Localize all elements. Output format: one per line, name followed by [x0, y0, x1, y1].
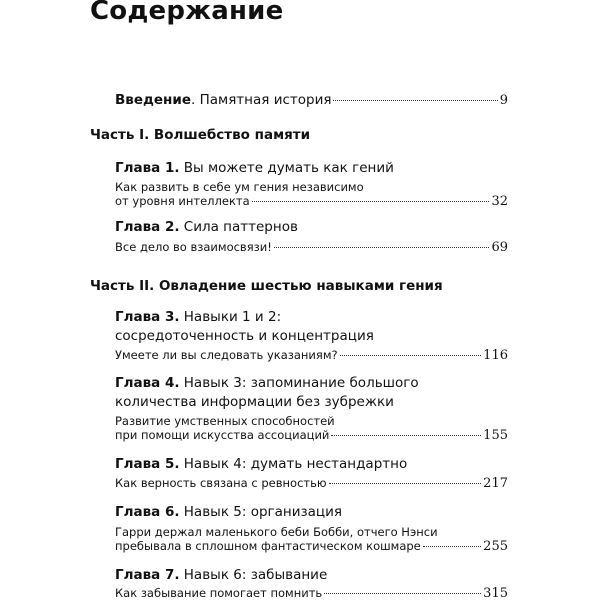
chapter-title: Навык 3: запоминание большого — [179, 375, 419, 391]
chapter-subtitle: при помощи искусства ассоциаций — [115, 428, 330, 442]
chapter-subtitle-line — [115, 428, 508, 443]
leader-dots — [423, 546, 481, 547]
page-number: 69 — [491, 240, 508, 255]
leader-dots — [340, 355, 482, 356]
leader-dots — [274, 247, 490, 248]
chapter-subtitle-line — [115, 539, 508, 554]
chapter-title: Вы можете думать как гений — [179, 160, 394, 176]
chapter-subtitle-line — [115, 586, 508, 601]
chapter-subtitle: Умеете ли вы следовать указаниям? — [115, 348, 338, 362]
toc-entry-chapter-3[interactable] — [115, 309, 281, 325]
chapter-subtitle: Как развить в себе ум гения независимо — [115, 180, 364, 194]
chapter-subtitle: пребывала в сплошном фантастическом кошмаре — [115, 539, 421, 553]
chapter-label: Глава 2. — [115, 219, 180, 235]
toc-entry-chapter-4[interactable] — [115, 375, 419, 391]
leader-dots — [252, 201, 490, 202]
page-number: 9 — [499, 93, 508, 108]
toc-entry-intro[interactable] — [115, 92, 508, 108]
leader-dots — [324, 593, 481, 594]
chapter-title: Навык 4: думать нестандартно — [179, 456, 408, 472]
chapter-label: Глава 6. — [115, 504, 180, 520]
chapter-subtitle-line — [115, 194, 508, 209]
chapter-subtitle-line — [115, 476, 508, 491]
page-number: 217 — [483, 476, 508, 491]
page-number: 155 — [483, 428, 508, 443]
toc-entry-chapter-5[interactable] — [115, 456, 407, 472]
leader-dots — [333, 100, 497, 101]
chapter-subtitle: Все дело во взаимосвязи! — [115, 240, 272, 254]
chapter-subtitle: Как забывание помогает помнить — [115, 586, 323, 600]
chapter-label: Глава 3. — [115, 309, 180, 325]
toc-entry-chapter-2[interactable] — [115, 219, 298, 235]
chapter-label: Глава 5. — [115, 456, 180, 472]
chapter-subtitle: Гарри держал маленького беби Бобби, отчего Нэнси — [115, 525, 438, 539]
intro-label: Введение — [115, 92, 191, 108]
leader-dots — [329, 483, 482, 484]
chapter-title: Навык 6: забывание — [179, 567, 328, 583]
page-number: 315 — [483, 586, 508, 601]
chapter-title: Навыки 1 и 2: — [179, 309, 282, 325]
page-number: 32 — [491, 194, 508, 209]
part-heading: Часть II. Овладение шестью навыками гения — [90, 278, 443, 294]
toc-entry-chapter-7[interactable] — [115, 567, 327, 583]
chapter-title: Навык 5: организация — [179, 504, 343, 520]
chapter-subtitle: Развитие умственных способностей — [115, 414, 335, 428]
page-number: 255 — [483, 539, 508, 554]
chapter-subtitle: от уровня интеллекта — [115, 194, 250, 208]
chapter-label: Глава 1. — [115, 160, 180, 176]
chapter-title-continued: сосредоточенность и концентрация — [115, 328, 374, 344]
chapter-subtitle-line — [115, 240, 508, 255]
page-number: 116 — [483, 348, 508, 363]
chapter-label: Глава 7. — [115, 567, 180, 583]
toc-entry-chapter-6[interactable] — [115, 504, 342, 520]
chapter-label: Глава 4. — [115, 375, 180, 391]
chapter-subtitle: Как верность связана с ревностью — [115, 476, 327, 490]
part-heading: Часть I. Волшебство памяти — [90, 127, 311, 143]
chapter-subtitle-line — [115, 348, 508, 363]
leader-dots — [331, 435, 481, 436]
toc-entry-chapter-1[interactable] — [115, 160, 394, 176]
intro-title: . Памятная история — [191, 92, 332, 108]
page-title: Содержание — [90, 0, 284, 26]
chapter-title: Сила паттернов — [179, 219, 298, 235]
chapter-title-continued: количества информации без зубрежки — [115, 394, 394, 410]
